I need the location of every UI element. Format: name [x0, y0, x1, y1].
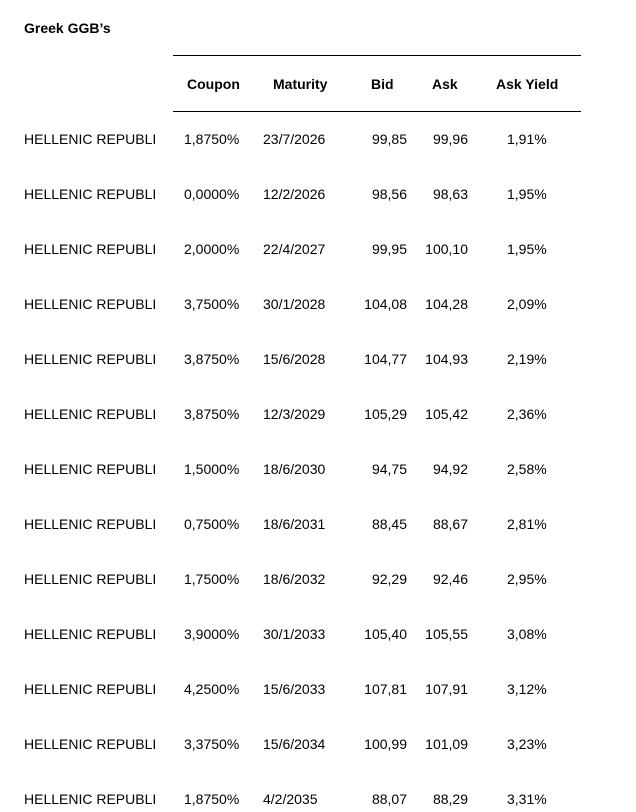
coupon-value: 3,7500%	[184, 296, 240, 312]
ask-value: 104,28	[425, 296, 468, 312]
header-top-rule	[173, 55, 581, 56]
coupon-value: 2,0000%	[184, 241, 240, 257]
coupon-value: 3,8750%	[184, 406, 240, 422]
maturity-value: 15/6/2033	[263, 681, 326, 697]
bid-value: 94,75	[371, 461, 407, 477]
ask-value: 88,67	[432, 516, 468, 532]
ask-value: 100,10	[425, 241, 468, 257]
ask-value: 94,92	[432, 461, 468, 477]
coupon-value: 4,2500%	[184, 681, 240, 697]
table-row	[0, 129, 636, 149]
ask-value: 101,09	[425, 736, 468, 752]
ask-yield-value: 2,58%	[507, 461, 547, 477]
maturity-value: 12/2/2026	[263, 186, 326, 202]
coupon-value: 1,8750%	[184, 131, 240, 147]
table-row	[0, 294, 636, 314]
table-row	[0, 404, 636, 424]
issuer-name: HELLENIC REPUBLI	[24, 131, 157, 147]
coupon-value: 1,8750%	[184, 791, 240, 807]
ask-yield-value: 1,91%	[507, 131, 547, 147]
coupon-value: 3,3750%	[184, 736, 240, 752]
ask-yield-value: 3,23%	[507, 736, 547, 752]
coupon-value: 1,7500%	[184, 571, 240, 587]
ask-value: 107,91	[425, 681, 468, 697]
ask-yield-value: 1,95%	[507, 241, 547, 257]
issuer-name: HELLENIC REPUBLI	[24, 351, 157, 367]
issuer-name: HELLENIC REPUBLI	[24, 461, 157, 477]
ask-value: 104,93	[425, 351, 468, 367]
bid-value: 88,45	[371, 516, 407, 532]
maturity-value: 18/6/2030	[263, 461, 326, 477]
bid-value: 104,08	[364, 296, 407, 312]
page-title: Greek GGB’s	[24, 20, 111, 36]
maturity-value: 22/4/2027	[263, 241, 326, 257]
table-row	[0, 239, 636, 259]
maturity-value: 15/6/2034	[263, 736, 326, 752]
table-row	[0, 624, 636, 644]
maturity-value: 18/6/2032	[263, 571, 326, 587]
issuer-name: HELLENIC REPUBLI	[24, 406, 157, 422]
table-row	[0, 349, 636, 369]
table-row	[0, 459, 636, 479]
issuer-name: HELLENIC REPUBLI	[24, 296, 157, 312]
header-coupon: Coupon	[187, 76, 240, 92]
ask-value: 88,29	[432, 791, 468, 807]
issuer-name: HELLENIC REPUBLI	[24, 626, 157, 642]
coupon-value: 3,8750%	[184, 351, 240, 367]
table-row	[0, 514, 636, 534]
ask-yield-value: 2,36%	[507, 406, 547, 422]
ask-yield-value: 2,95%	[507, 571, 547, 587]
bid-value: 92,29	[371, 571, 407, 587]
maturity-value: 4/2/2035	[263, 791, 318, 807]
issuer-name: HELLENIC REPUBLI	[24, 516, 157, 532]
table-row	[0, 679, 636, 699]
coupon-value: 3,9000%	[184, 626, 240, 642]
ask-value: 98,63	[432, 186, 468, 202]
ask-yield-value: 2,19%	[507, 351, 547, 367]
bid-value: 104,77	[364, 351, 407, 367]
header-ask: Ask	[432, 76, 458, 92]
coupon-value: 1,5000%	[184, 461, 240, 477]
ask-value: 92,46	[432, 571, 468, 587]
header-ask-yield: Ask Yield	[496, 76, 559, 92]
coupon-value: 0,0000%	[184, 186, 240, 202]
bid-value: 105,40	[364, 626, 407, 642]
issuer-name: HELLENIC REPUBLI	[24, 571, 157, 587]
maturity-value: 30/1/2033	[263, 626, 326, 642]
maturity-value: 23/7/2026	[263, 131, 326, 147]
table-row	[0, 569, 636, 589]
ask-yield-value: 3,12%	[507, 681, 547, 697]
ask-yield-value: 1,95%	[507, 186, 547, 202]
maturity-value: 12/3/2029	[263, 406, 326, 422]
issuer-name: HELLENIC REPUBLI	[24, 791, 157, 807]
ask-yield-value: 3,31%	[507, 791, 547, 807]
header-bid: Bid	[371, 76, 394, 92]
bid-value: 88,07	[371, 791, 407, 807]
bid-value: 98,56	[371, 186, 407, 202]
table-row	[0, 734, 636, 754]
table-row	[0, 184, 636, 204]
bid-value: 105,29	[364, 406, 407, 422]
maturity-value: 18/6/2031	[263, 516, 326, 532]
ask-yield-value: 2,81%	[507, 516, 547, 532]
header-maturity: Maturity	[273, 76, 328, 92]
issuer-name: HELLENIC REPUBLI	[24, 241, 157, 257]
bid-value: 107,81	[364, 681, 407, 697]
ask-value: 99,96	[432, 131, 468, 147]
ask-value: 105,55	[425, 626, 468, 642]
maturity-value: 15/6/2028	[263, 351, 326, 367]
issuer-name: HELLENIC REPUBLI	[24, 186, 157, 202]
bid-value: 100,99	[364, 736, 407, 752]
ask-yield-value: 2,09%	[507, 296, 547, 312]
ask-yield-value: 3,08%	[507, 626, 547, 642]
table-row	[0, 789, 636, 809]
issuer-name: HELLENIC REPUBLI	[24, 681, 157, 697]
ask-value: 105,42	[425, 406, 468, 422]
bid-value: 99,85	[371, 131, 407, 147]
header-bottom-rule	[173, 111, 581, 112]
bid-value: 99,95	[371, 241, 407, 257]
coupon-value: 0,7500%	[184, 516, 240, 532]
issuer-name: HELLENIC REPUBLI	[24, 736, 157, 752]
maturity-value: 30/1/2028	[263, 296, 326, 312]
